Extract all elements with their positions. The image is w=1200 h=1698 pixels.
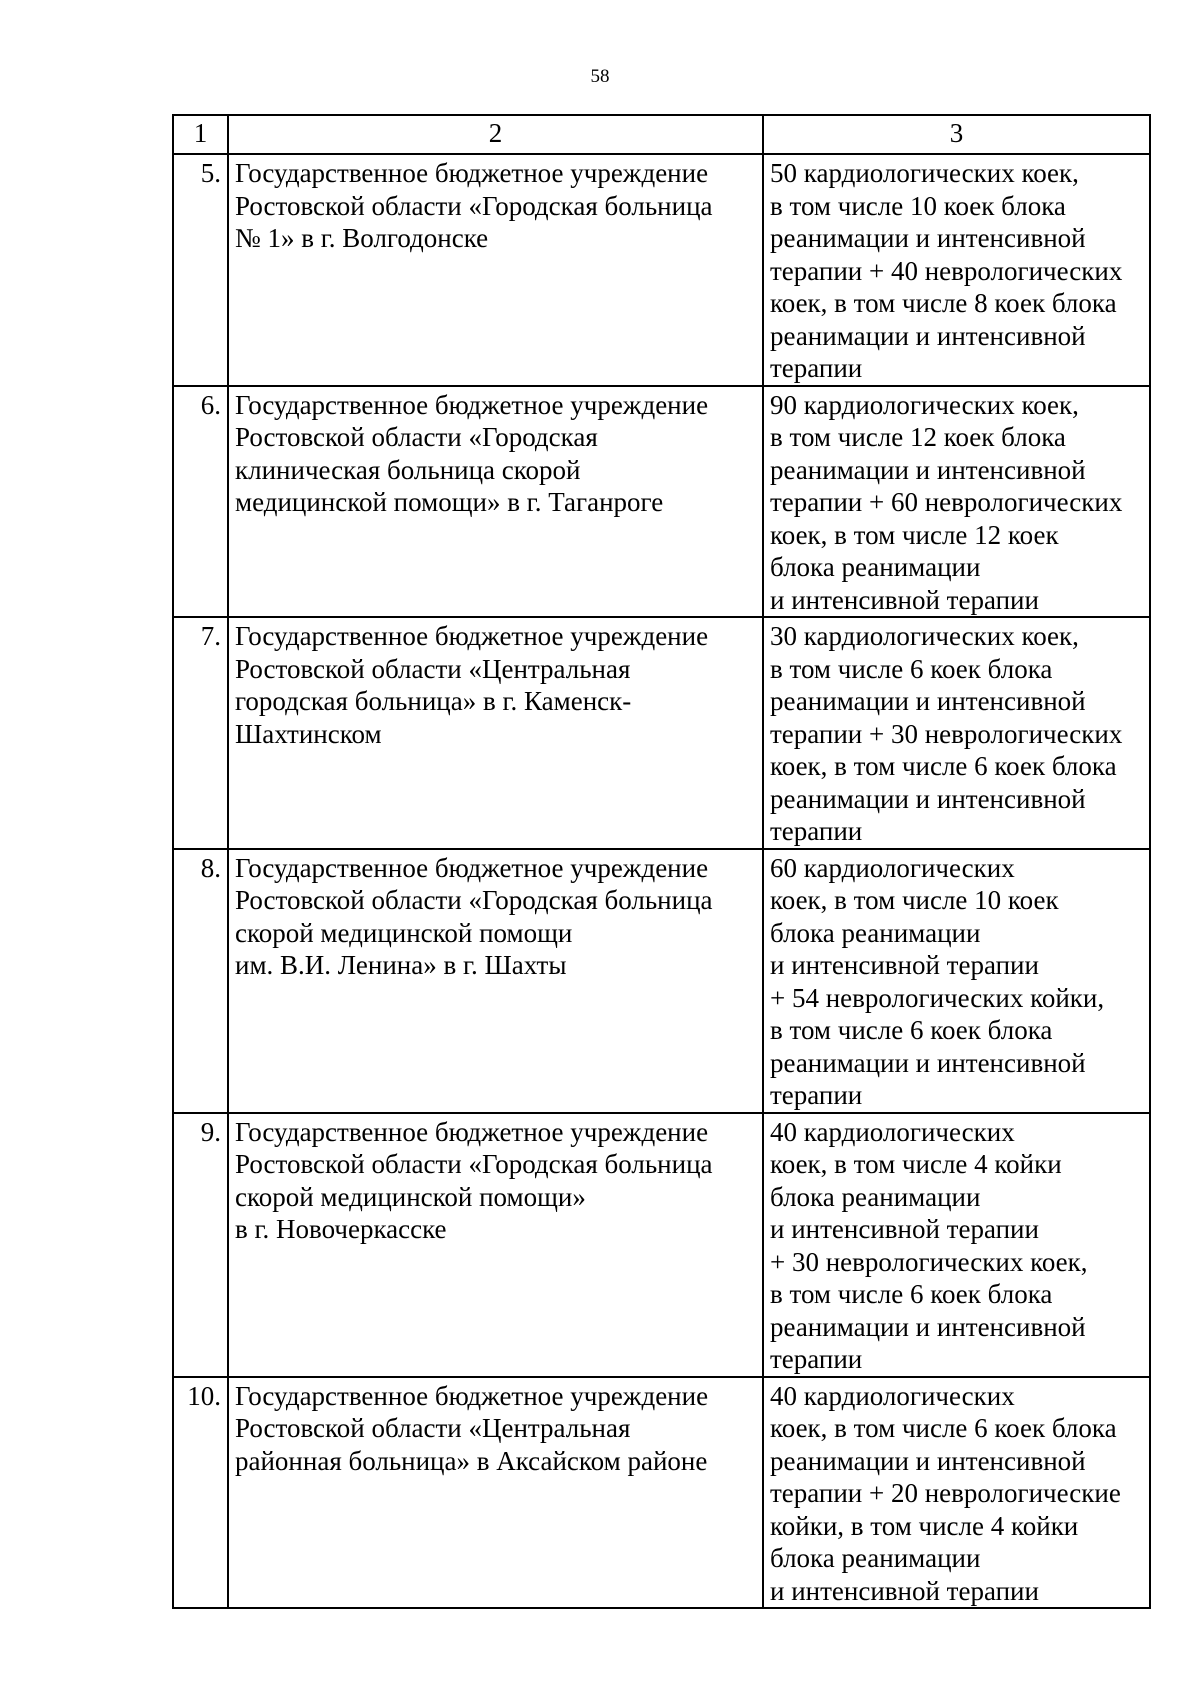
bed-capacity-line: терапии + 30 неврологических (770, 718, 1123, 749)
institution-name-line: районная больница» в Аксайском районе (235, 1445, 708, 1476)
institution-name-cell (228, 154, 763, 386)
institution-name-line: Государственное бюджетное учреждение (235, 389, 709, 420)
bed-capacity-line: терапии (770, 1080, 863, 1110)
bed-capacity-line: реанимации и интенсивной (770, 783, 1086, 814)
institution-name-line: медицинской помощи» в г. Таганроге (235, 487, 664, 517)
table-row (173, 849, 1150, 1113)
bed-capacity-line: коек, в том числе 6 коек блока (770, 751, 1117, 781)
institution-name-line: им. В.И. Ленина» в г. Шахты (235, 950, 567, 980)
bed-capacity-cell (763, 1113, 1150, 1377)
institution-name-line: скорой медицинской помощи» (235, 1181, 586, 1212)
institution-name-cell (228, 617, 763, 849)
bed-capacity-line: коек, в том числе 6 коек блока (770, 1413, 1117, 1443)
bed-capacity-line: реанимации и интенсивной (770, 454, 1086, 485)
table-row (173, 617, 1150, 849)
bed-capacity-line: 30 кардиологических коек, (770, 621, 1079, 651)
bed-capacity-line: коек, в том числе 4 койки (770, 1149, 1062, 1179)
bed-capacity-cell (763, 386, 1150, 618)
institution-name-line: Ростовской области «Городская больница (235, 1149, 713, 1179)
bed-capacity-line: блока реанимации (770, 917, 981, 948)
hospital-beds-table (172, 114, 1151, 1609)
bed-capacity-line: терапии (770, 353, 863, 383)
institution-name-line: клиническая больница скорой (235, 454, 581, 485)
bed-capacity-line: коек, в том числе 8 коек блока (770, 288, 1117, 318)
bed-capacity-line: коек, в том числе 10 коек (770, 885, 1059, 915)
bed-capacity-line: блока реанимации (770, 1543, 981, 1573)
institution-name-line: городская больница» в г. Каменск- (235, 686, 632, 716)
institution-name-line: Государственное бюджетное учреждение (235, 1116, 709, 1147)
bed-capacity-line: в том числе 6 коек блока (770, 1015, 1053, 1045)
bed-capacity-line: и интенсивной терапии (770, 1214, 1039, 1244)
bed-capacity-line: терапии (770, 816, 863, 846)
table-header-row (173, 115, 1150, 154)
bed-capacity-line: + 54 неврологических койки, (770, 982, 1105, 1013)
bed-capacity-line: 50 кардиологических коек, (770, 158, 1079, 188)
row-number: 7. (173, 617, 228, 849)
bed-capacity-line: реанимации и интенсивной (770, 1047, 1086, 1078)
bed-capacity-line: и интенсивной терапии (770, 1575, 1039, 1606)
institution-name-line: Ростовской области «Центральная (235, 653, 631, 684)
column-header-2: 2 (228, 115, 763, 154)
bed-capacity-line: блока реанимации (770, 1181, 981, 1212)
bed-capacity-line: в том числе 6 коек блока (770, 653, 1053, 684)
bed-capacity-line: 60 кардиологических (770, 852, 1015, 883)
institution-name-cell (228, 1113, 763, 1377)
bed-capacity-line: реанимации и интенсивной (770, 686, 1086, 716)
bed-capacity-cell (763, 849, 1150, 1113)
bed-capacity-line: 40 кардиологических (770, 1380, 1015, 1411)
institution-name-line: Ростовской области «Городская больница (235, 190, 713, 221)
table-row (173, 1113, 1150, 1377)
bed-capacity-line: реанимации и интенсивной (770, 1445, 1086, 1476)
column-header-3: 3 (763, 115, 1150, 154)
bed-capacity-line: терапии + 60 неврологических (770, 487, 1123, 517)
bed-capacity-line: терапии + 40 неврологических (770, 255, 1123, 286)
institution-name-line: Ростовской области «Центральная (235, 1413, 631, 1443)
institution-name-line: скорой медицинской помощи (235, 917, 573, 948)
bed-capacity-line: койки, в том числе 4 койки (770, 1510, 1079, 1541)
row-number: 5. (173, 154, 228, 386)
row-number: 9. (173, 1113, 228, 1377)
institution-name-line: в г. Новочеркасске (235, 1214, 447, 1244)
bed-capacity-line: реанимации и интенсивной (770, 1311, 1086, 1342)
institution-name-line: Ростовской области «Городская (235, 422, 598, 452)
bed-capacity-line: и интенсивной терапии (770, 950, 1039, 980)
bed-capacity-cell (763, 154, 1150, 386)
row-number: 8. (173, 849, 228, 1113)
institution-name-cell (228, 849, 763, 1113)
bed-capacity-cell (763, 1377, 1150, 1609)
institution-name-line: Государственное бюджетное учреждение (235, 158, 709, 188)
bed-capacity-line: реанимации и интенсивной (770, 320, 1086, 351)
bed-capacity-line: 40 кардиологических (770, 1116, 1015, 1147)
table-row (173, 386, 1150, 618)
institution-name-line: № 1» в г. Волгодонске (235, 223, 489, 253)
bed-capacity-cell (763, 617, 1150, 849)
institution-name-cell (228, 386, 763, 618)
bed-capacity-line: блока реанимации (770, 552, 981, 582)
bed-capacity-line: терапии (770, 1344, 863, 1374)
bed-capacity-line: в том числе 10 коек блока (770, 190, 1066, 221)
bed-capacity-line: в том числе 12 коек блока (770, 422, 1066, 452)
institution-name-line: Государственное бюджетное учреждение (235, 621, 709, 651)
table-row (173, 154, 1150, 386)
institution-name-line: Шахтинском (235, 718, 382, 749)
table-row (173, 1377, 1150, 1609)
institution-name-cell (228, 1377, 763, 1609)
bed-capacity-line: 90 кардиологических коек, (770, 389, 1079, 420)
row-number: 6. (173, 386, 228, 618)
column-header-1: 1 (173, 115, 228, 154)
institution-name-line: Государственное бюджетное учреждение (235, 1380, 709, 1411)
bed-capacity-line: и интенсивной терапии (770, 584, 1039, 615)
institution-name-line: Государственное бюджетное учреждение (235, 852, 709, 883)
institution-name-line: Ростовской области «Городская больница (235, 885, 713, 915)
bed-capacity-line: терапии + 20 неврологические (770, 1478, 1121, 1508)
bed-capacity-line: + 30 неврологических коек, (770, 1246, 1088, 1277)
bed-capacity-line: коек, в том числе 12 коек (770, 519, 1059, 550)
bed-capacity-line: реанимации и интенсивной (770, 223, 1086, 253)
bed-capacity-line: в том числе 6 коек блока (770, 1279, 1053, 1309)
row-number: 10. (173, 1377, 228, 1609)
page-number: 58 (590, 66, 610, 87)
